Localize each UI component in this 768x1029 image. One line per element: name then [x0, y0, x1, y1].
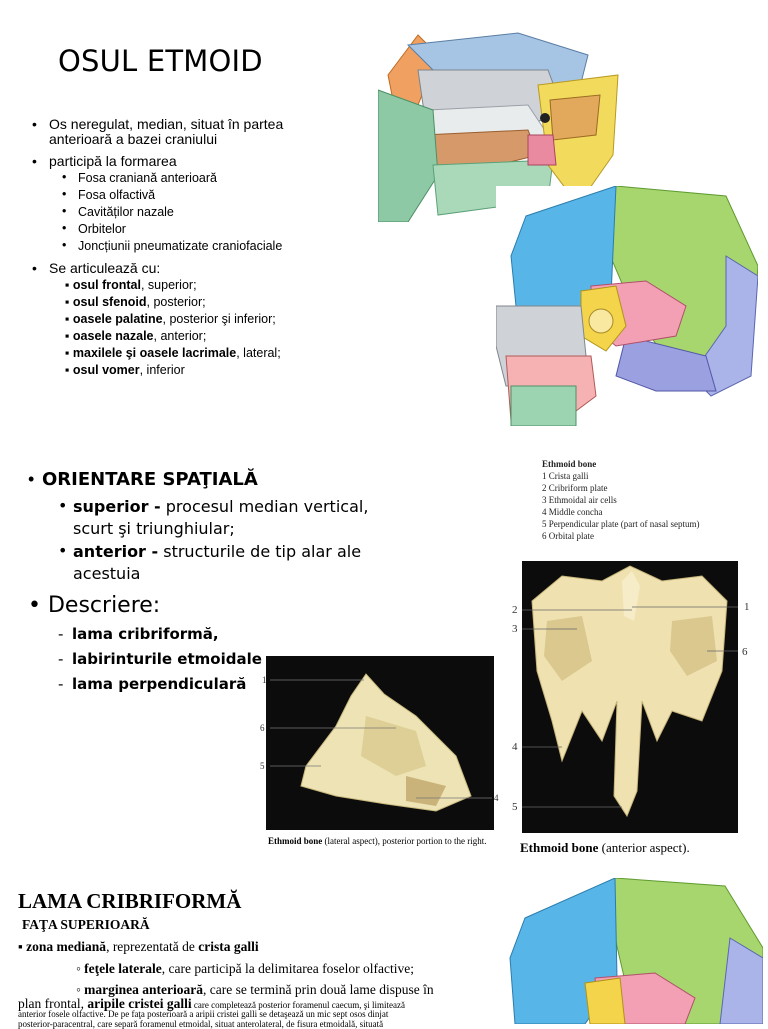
anterior-label: 6	[742, 646, 748, 658]
articulation-item: ▪ oasele nazale, anterior;	[65, 329, 207, 343]
cribriform-zone: ▪ zona mediană, reprezentată de crista galli	[18, 939, 259, 954]
lateral-label: 5	[260, 761, 265, 771]
cribriform-line4: plan frontal, aripile cristei galli care completează posterior foramenul caecum, şi limitează	[18, 996, 405, 1011]
articulation-item: ▪ osul sfenoid, posterior;	[65, 295, 206, 309]
anterior-label: 3	[512, 623, 518, 635]
lateral-label: 6	[260, 723, 265, 733]
cribriform-line6: posterior-paracentral, care separă foramenul etmoidal, situat anterolateral, de fisura etmoidală, situată	[18, 1019, 384, 1029]
lateral-label: 1	[262, 675, 267, 685]
articulation-item: ▪ osul frontal, superior;	[65, 278, 197, 292]
cribriform-faces: ◦ feţele laterale, care participă la delimitarea foselor olfactive;	[76, 961, 414, 976]
cribriform-subheading: FAŢA SUPERIOARĂ	[22, 917, 150, 932]
anterior-label: 2	[512, 604, 518, 616]
anterior-label: 1	[744, 601, 750, 613]
ethmoid-legend: Ethmoid bone 1 Crista galli 2 Cribriform plate 3 Ethmoidal air cells 4 Middle concha 5 Perpendicular plate (part of nasal septum) 6 Orbital plate	[542, 459, 700, 541]
articulation-item: ▪ oasele palatine, posterior şi inferior;	[65, 312, 276, 326]
lateral-photo-caption: Ethmoid bone (lateral aspect), posterior portion to the right.	[268, 836, 487, 846]
cribriform-line5: anterior fosele olfactive. De pe faţa posterioară a aripii cristei galli se detaşează un mic sept osos dinjat	[18, 1009, 389, 1019]
orientation-heading: ORIENTARE SPAŢIALĂ	[42, 469, 258, 490]
articulation-item: ▪ maxilele şi oasele lacrimale, lateral;	[65, 346, 281, 360]
description-heading: • Descriere:	[28, 593, 161, 618]
anterior-photo-caption: Ethmoid bone (anterior aspect).	[520, 840, 690, 855]
page-title: OSUL ETMOID	[58, 44, 263, 78]
skull-lateral-illustration	[496, 186, 758, 426]
anterior-label: 5	[512, 801, 518, 813]
skull-bottom-illustration	[505, 878, 763, 1024]
articulation-item: ▪ osul vomer, inferior	[65, 363, 185, 377]
cribriform-margin: ◦ marginea anterioară, care se termină prin două lame dispuse în	[76, 982, 434, 997]
cribriform-heading: LAMA CRIBRIFORMĂ	[18, 889, 242, 913]
lateral-label: 4	[494, 793, 499, 803]
ethmoid-anterior-photo	[522, 561, 738, 833]
anterior-label: 4	[512, 741, 518, 753]
ethmoid-lateral-photo	[266, 656, 494, 830]
